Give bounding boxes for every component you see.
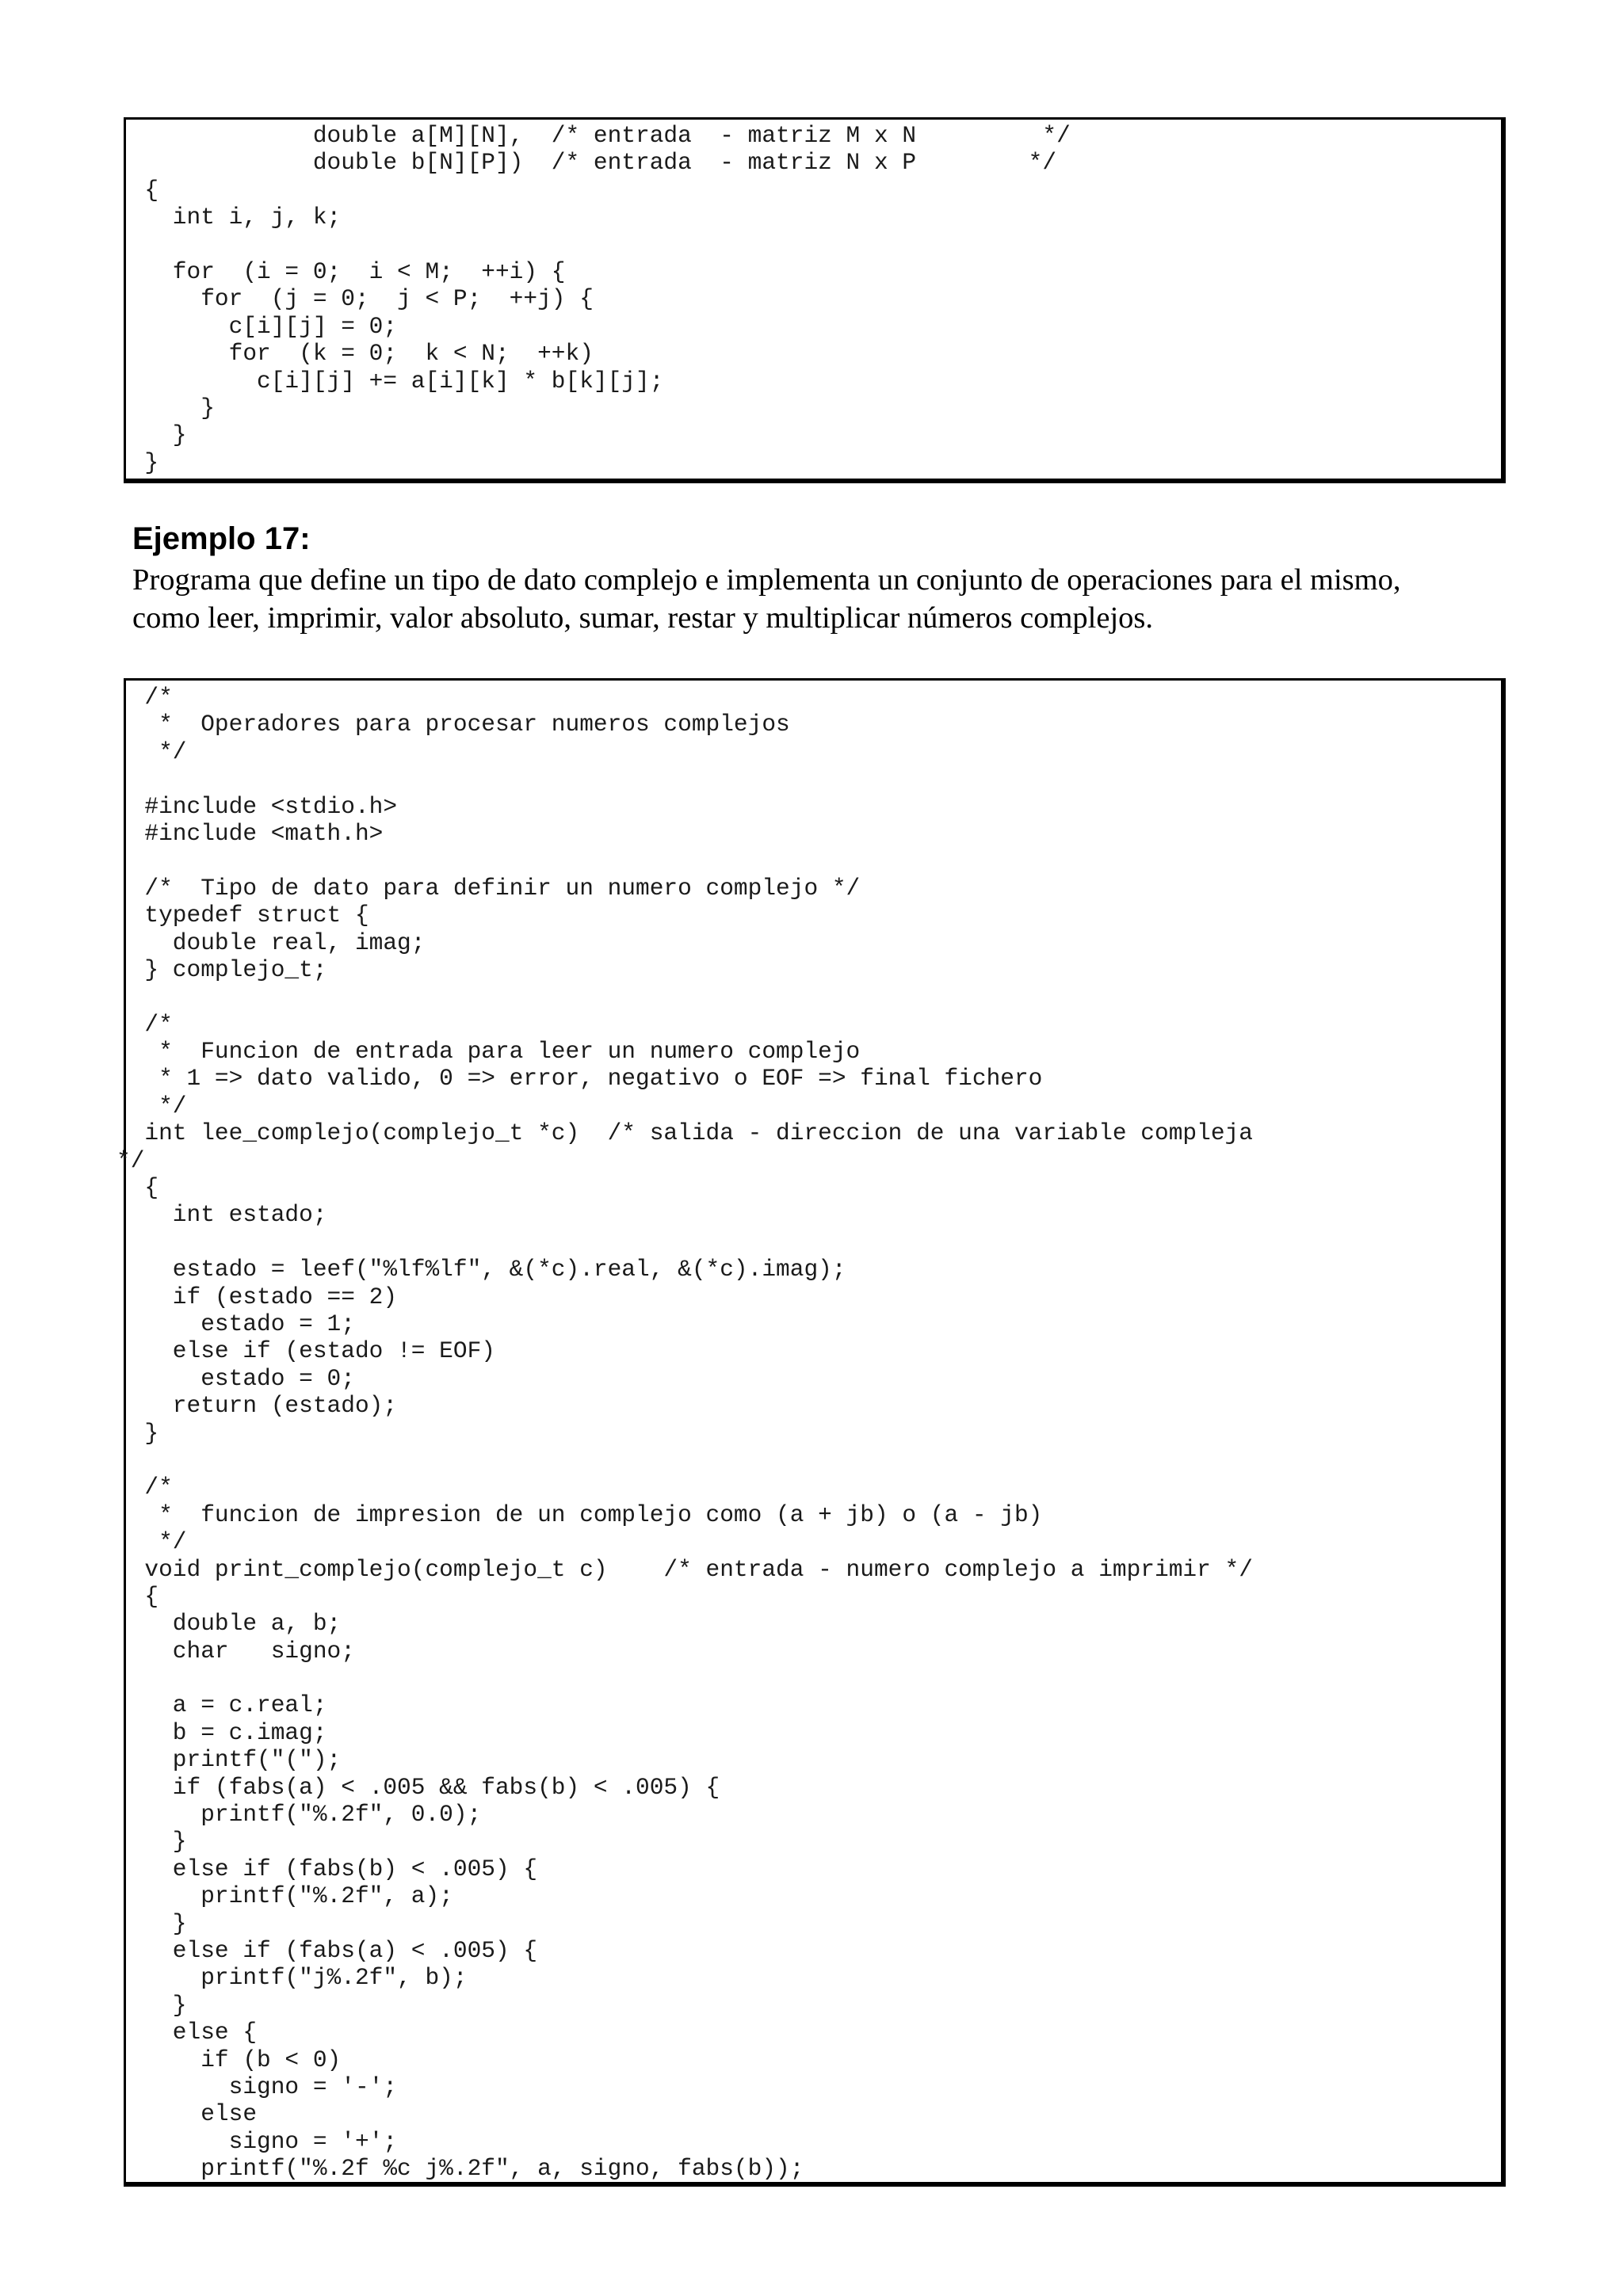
code-line: else xyxy=(116,2100,258,2128)
code-line: { xyxy=(116,1174,159,1202)
code-line: double a[M][N], /* entrada - matriz M x N */ xyxy=(116,122,1071,149)
code-line: else { xyxy=(116,2019,258,2046)
code-line: estado = 0; xyxy=(116,1364,355,1392)
code-line: } xyxy=(116,1828,187,1855)
code-line: /* xyxy=(116,1010,173,1038)
code-line: /* xyxy=(116,684,173,711)
code-line: estado = 1; xyxy=(116,1310,355,1337)
description-line-1: Programa que define un tipo de dato complejo e implementa un conjunto de operaciones para el mismo, xyxy=(132,563,1401,597)
code-line: { xyxy=(116,176,159,204)
example-heading: Ejemplo 17: xyxy=(132,521,311,556)
code-line: c[i][j] += a[i][k] * b[k][j]; xyxy=(116,367,664,395)
code-line: /* Tipo de dato para definir un numero complejo */ xyxy=(116,874,861,902)
code-line: if (estado == 2) xyxy=(116,1283,398,1310)
code-listing-complex-numbers xyxy=(116,678,1506,2187)
code-line: #include <math.h> xyxy=(116,819,384,847)
code-line: int estado; xyxy=(116,1201,327,1229)
code-line xyxy=(116,983,1253,1010)
code-line: double b[N][P]) /* entrada - matriz N x P */ xyxy=(116,149,1057,177)
code-line: return (estado); xyxy=(116,1392,398,1420)
code-line: estado = leef("%lf%lf", &(*c).real, &(*c).imag); xyxy=(116,1256,846,1283)
code-line xyxy=(116,1229,1253,1256)
code-line: else if (fabs(a) < .005) { xyxy=(116,1936,538,1964)
code-line: for (k = 0; k < N; ++k) xyxy=(116,340,594,368)
code-line: a = c.real; xyxy=(116,1691,327,1719)
description-line-2: como leer, imprimir, valor absoluto, sumar, restar y multiplicar números complejos. xyxy=(132,601,1154,635)
code-line: printf("j%.2f", b); xyxy=(116,1964,468,1992)
code-line: int i, j, k; xyxy=(116,204,342,231)
code-line: else if (fabs(b) < .005) { xyxy=(116,1855,538,1882)
code-line: printf("%.2f", 0.0); xyxy=(116,1801,482,1829)
code-line: void print_complejo(complejo_t c) /* entrada - numero complejo a imprimir */ xyxy=(116,1555,1253,1583)
code-line: } xyxy=(116,1909,187,1937)
code-line xyxy=(116,765,1253,792)
code-line: printf("("); xyxy=(116,1746,342,1774)
code-line: * 1 => dato valido, 0 => error, negativo o EOF => final fichero xyxy=(116,1065,1043,1093)
code-line: int lee_complejo(complejo_t *c) /* salida - direccion de una variable compleja xyxy=(116,1119,1253,1147)
code-line: printf("%.2f %c j%.2f", a, signo, fabs(b)); xyxy=(116,2155,804,2183)
code-line: double real, imag; xyxy=(116,929,426,956)
code-line xyxy=(116,1447,1253,1474)
code-line xyxy=(116,847,1253,874)
code-text xyxy=(116,122,1071,476)
code-line: if (fabs(a) < .005 && fabs(b) < .005) { xyxy=(116,1773,720,1801)
code-line: c[i][j] = 0; xyxy=(116,312,398,340)
code-line: for (i = 0; i < M; ++i) { xyxy=(116,257,566,285)
code-listing-matrix-multiply xyxy=(116,117,1506,483)
code-line: printf("%.2f", a); xyxy=(116,1882,453,1910)
code-line: } xyxy=(116,421,187,449)
code-line: signo = '-'; xyxy=(116,2073,398,2100)
code-line: */ xyxy=(116,1528,187,1556)
code-line: } xyxy=(116,1419,159,1447)
code-line: double a, b; xyxy=(116,1610,342,1638)
code-line: if (b < 0) xyxy=(116,2046,342,2073)
code-line: * Operadores para procesar numeros complejos xyxy=(116,711,790,738)
code-line: } xyxy=(116,448,159,476)
code-line: #include <stdio.h> xyxy=(116,792,398,820)
code-line: { xyxy=(116,1582,159,1610)
code-text xyxy=(116,684,1253,2182)
code-line: typedef struct { xyxy=(116,902,369,929)
code-line: */ xyxy=(116,738,187,765)
code-line: for (j = 0; j < P; ++j) { xyxy=(116,285,594,313)
example-description xyxy=(132,561,1511,637)
code-line: */ xyxy=(116,1092,187,1119)
code-line xyxy=(116,231,1071,258)
code-line: b = c.imag; xyxy=(116,1718,327,1746)
code-line: } complejo_t; xyxy=(116,955,327,983)
code-line: /* xyxy=(116,1474,173,1501)
code-line: signo = '+'; xyxy=(116,2127,398,2155)
code-line: else if (estado != EOF) xyxy=(116,1337,495,1365)
code-line xyxy=(116,1665,1253,1691)
code-line: * Funcion de entrada para leer un numero complejo xyxy=(116,1038,861,1066)
code-line: char signo; xyxy=(116,1637,355,1665)
code-line: } xyxy=(116,394,215,421)
code-line: * funcion de impresion de un complejo como (a + jb) o (a - jb) xyxy=(116,1501,1043,1528)
code-line: */ xyxy=(116,1146,145,1174)
code-line: } xyxy=(116,1991,187,2019)
